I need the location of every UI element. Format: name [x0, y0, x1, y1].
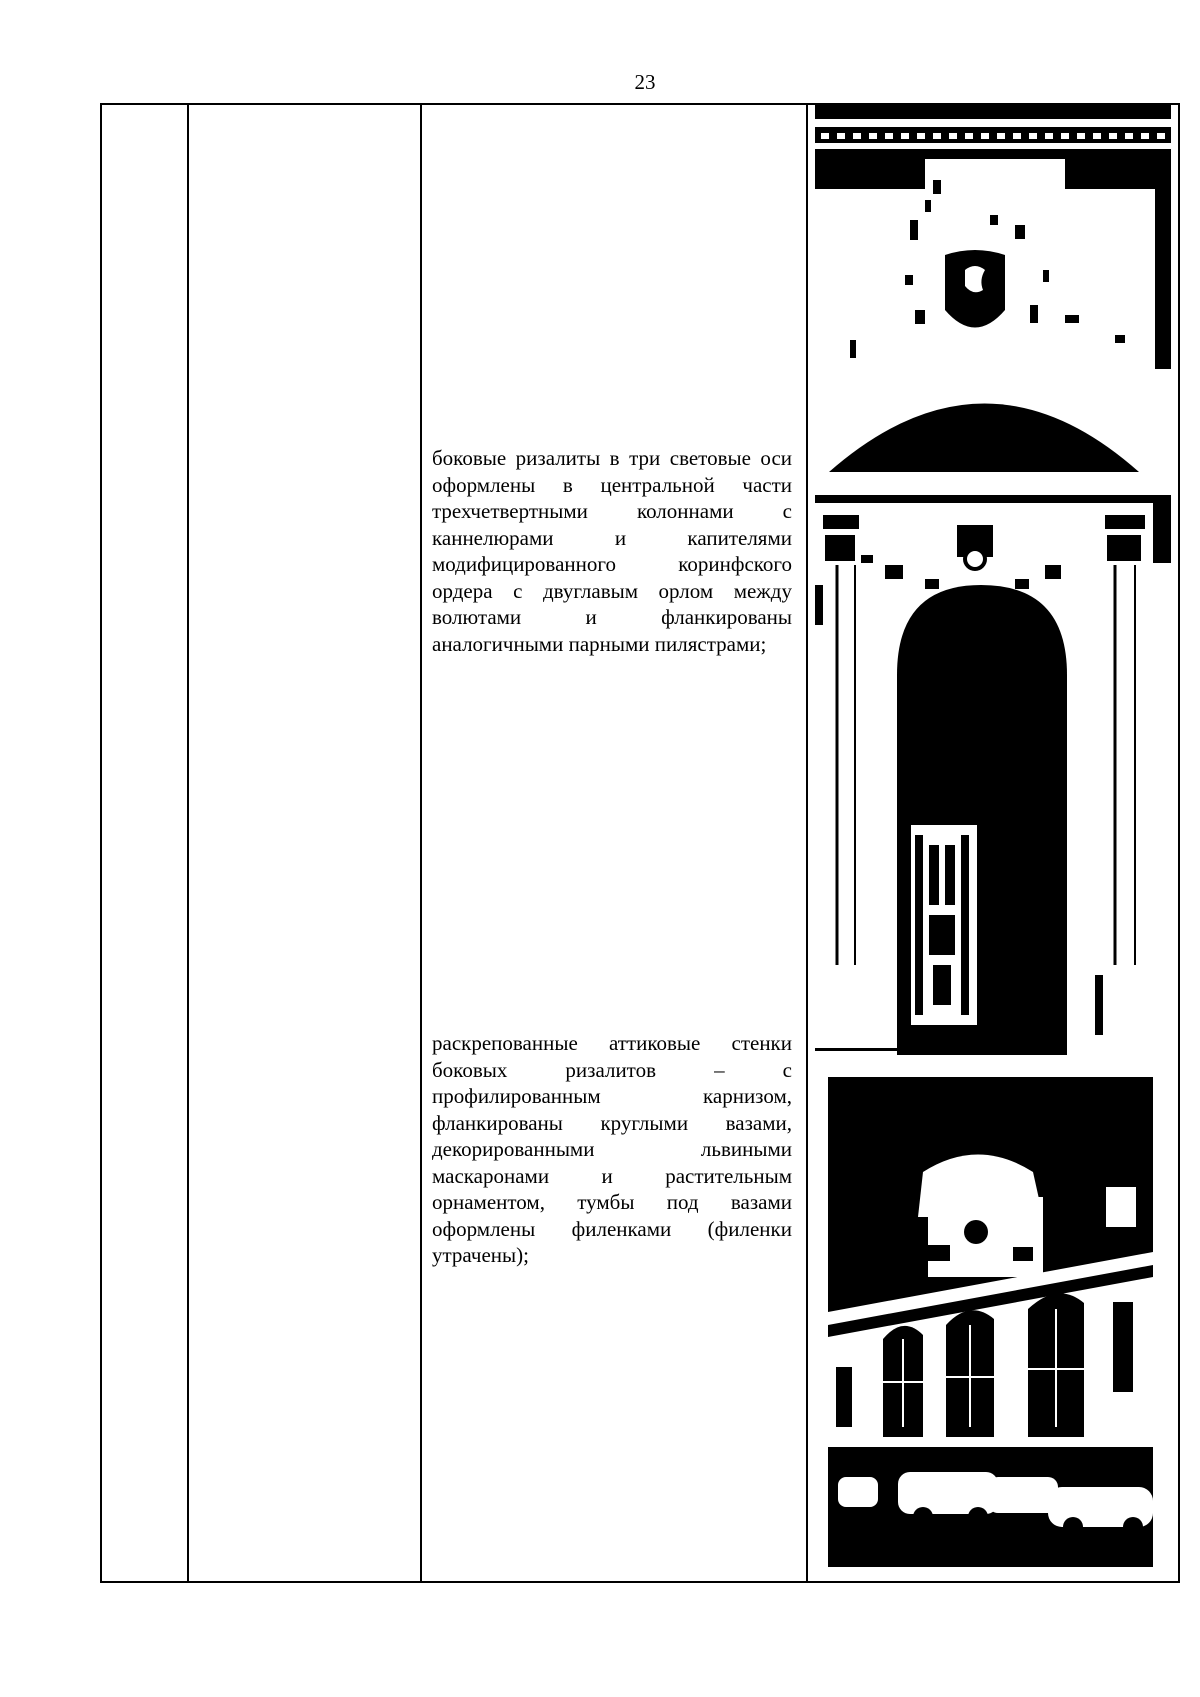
- table-cell-description: [422, 105, 808, 1581]
- photo-cornice-cartouche: [815, 105, 1171, 472]
- photo-arched-entrance: [815, 495, 1171, 1055]
- page-number: 23: [634, 70, 656, 94]
- description-paragraph: раскрепованные аттиковые стенки боковых ризалитов – с профилированным карнизом, фланкированы круглыми вазами, декорированными львиными маскаронами и растительным орнаментом, тумбы под вазами оформлены филенками (филенки утрачены);: [432, 1031, 792, 1267]
- table-cell-number: [102, 105, 189, 1581]
- description-paragraph: боковые ризалиты в три световые оси оформлены в центральной части трехчетвертными колоннами с каннелюрами и капителями модифицированного коринфского ордера с двуглавым орлом между волютами и фланкированы аналогичными парными пилястрами;: [432, 446, 792, 656]
- photo-building-facade: [828, 1077, 1153, 1567]
- table-cell-photos: [808, 105, 1178, 1581]
- document-table: [100, 103, 1180, 1583]
- table-cell-name: [189, 105, 422, 1581]
